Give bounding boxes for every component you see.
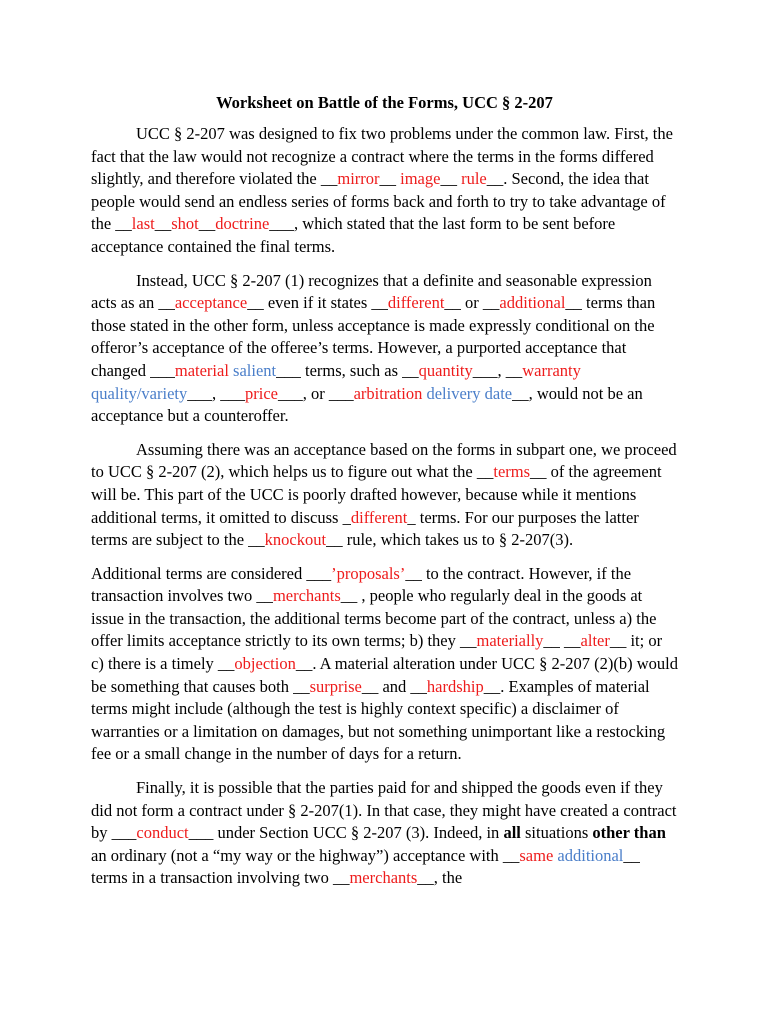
answer: last (131, 214, 155, 234)
text: __ even if it states __ (247, 293, 388, 313)
text: __ (154, 214, 172, 234)
alt-answer: salient (233, 360, 277, 380)
answer: knockout (264, 530, 327, 550)
text: ___, which stated that the last form to be sent before acceptance contained the final terms. (91, 214, 616, 256)
text: ___ terms, such as __ (276, 360, 419, 380)
answer: conduct (136, 823, 189, 843)
text: Assuming there was an acceptance based on the forms in subpart one, we proceed to UCC § 2-207 (2), which helps us to figure out what the __ (91, 439, 677, 482)
text: ___ under Section UCC § 2-207 (3). Indeed, in (188, 823, 504, 843)
text: __ to the contract. However, if the transaction involves two __ (91, 563, 632, 606)
answer: same (519, 845, 554, 865)
answer: arbitration (353, 383, 423, 403)
text: __ (440, 169, 462, 189)
emphasis: all (503, 823, 521, 843)
answer: quantity (418, 360, 473, 380)
text: __ or __ (444, 293, 500, 313)
answer: objection (234, 654, 296, 674)
answer: different (387, 293, 445, 313)
answer: image (400, 169, 441, 189)
text: __ rule, which takes us to § 2-207(3). (326, 530, 574, 550)
answer: merchants (349, 868, 418, 888)
paragraph-additional-terms (91, 563, 678, 766)
text: UCC § 2-207 was designed to fix two problems under the common law. First, the fact that the law would not recognize a contract where the terms in the forms differed slightly, and therefore violated the __ (91, 124, 673, 189)
answer: alter (580, 631, 610, 651)
text: Additional terms are considered ___ (91, 563, 332, 583)
text: __ of the agreement will be. This part of the UCC is poorly drafted however, because while it mentions additional terms, it omitted to discuss _ (91, 462, 662, 527)
worksheet-title: Worksheet on Battle of the Forms, UCC § 2-207 (216, 93, 553, 112)
answer: different (350, 507, 408, 527)
text: ___, or ___ (277, 383, 354, 403)
text: __ terms in a transaction involving two __ (91, 845, 640, 888)
text: __ it; or c) there is a timely __ (91, 631, 663, 674)
text: __ (198, 214, 216, 234)
text: _ terms. For our purposes the latter terms are subject to the __ (91, 507, 639, 550)
answer: shot (171, 214, 199, 234)
paragraph-acceptance (91, 270, 678, 428)
answer: additional (499, 293, 566, 313)
paragraph-conduct (91, 777, 678, 890)
answer: price (244, 383, 278, 403)
answer: doctrine (215, 214, 270, 234)
text: an ordinary (not a “my way or the highway”) acceptance with __ (91, 845, 520, 865)
text: Finally, it is possible that the parties paid for and shipped the goods even if they did not form a contract under § 2-207(1). In that case, they might have created a contract by ___ (91, 778, 677, 843)
alt-answer: quality/variety (91, 383, 188, 403)
answer: mirror (337, 169, 380, 189)
answer: materially (476, 631, 544, 651)
answer: ’proposals’ (331, 563, 406, 583)
text: __ and __ (361, 676, 427, 696)
text: Instead, UCC § 2-207 (1) recognizes that a definite and seasonable expression acts as an __ (91, 270, 652, 313)
text: __, the (417, 868, 463, 888)
text: __ , people who regularly deal in the goods at issue in the transaction, the additional terms become part of the contract, unless a) the offer limits acceptance strictly to its own terms; b) they __ (91, 586, 657, 651)
text: __. Examples of material terms might include (although the test is highly context specific) a disclaimer of warranties or a limitation on damages, but not something unimportant like a restocking fee or a small change in the number of days for a return. (91, 676, 666, 764)
answer: merchants (272, 586, 341, 606)
alt-answer: delivery date (426, 383, 513, 403)
answer: surprise (309, 676, 362, 696)
text: ___, __ (472, 360, 523, 380)
answer: hardship (426, 676, 484, 696)
alt-answer: additional (557, 845, 624, 865)
answer: rule (461, 169, 487, 189)
text: __ __ (543, 631, 581, 651)
text: ___, ___ (187, 383, 245, 403)
text: situations (520, 823, 593, 843)
paragraph-terms (91, 439, 678, 552)
paragraph-mirror-image (91, 123, 678, 259)
text: __, would not be an acceptance but a counteroffer. (91, 383, 643, 426)
text: __. Second, the idea that people would send an endless series of forms back and forth to try to take advantage of the __ (91, 169, 666, 234)
answer: warranty (522, 360, 581, 380)
emphasis: other than (592, 823, 666, 843)
answer: acceptance (174, 293, 248, 313)
text: __ (379, 169, 401, 189)
answer: terms (493, 462, 531, 482)
text: __ terms than those stated in the other form, unless acceptance is made expressly conditional on the offeror’s acceptance of the offeree’s terms. However, a purported acceptance that changed ___ (91, 293, 656, 380)
answer: material (174, 360, 229, 380)
text: __. A material alteration under UCC § 2-207 (2)(b) would be something that causes both __ (91, 654, 678, 696)
